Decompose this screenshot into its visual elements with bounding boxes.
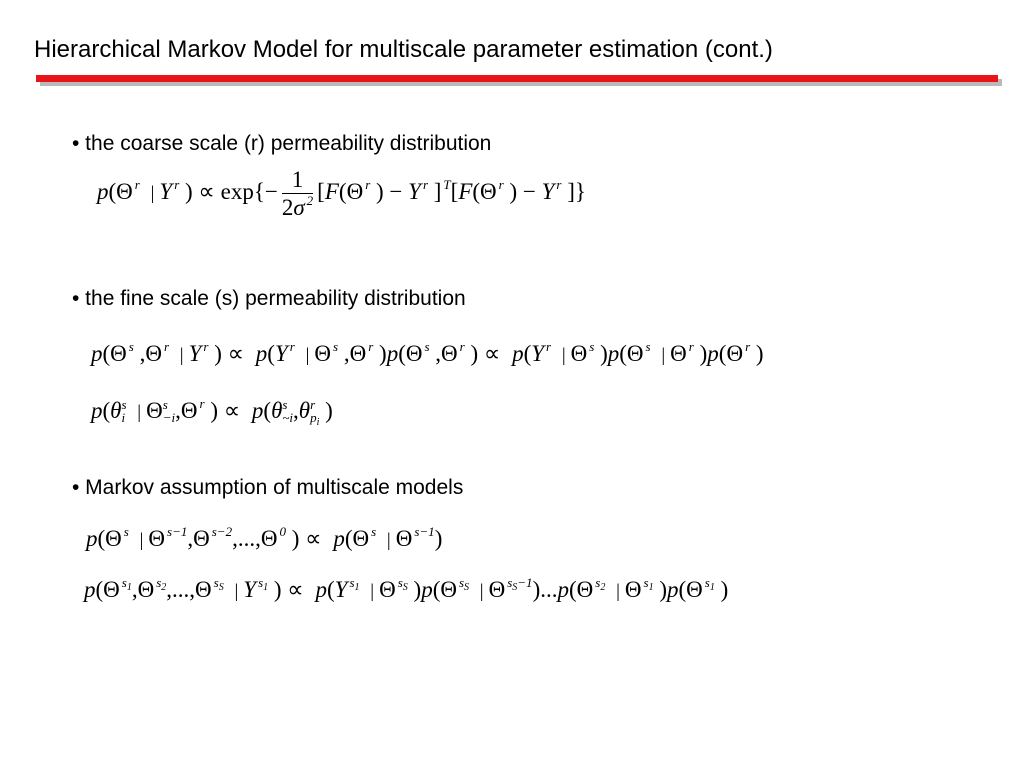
equation-multiscale-joint: p(Θ $^{s_1}$,Θ $^{s_2}$,...,Θ $^{s_S}$ | Y $^{s_1}$ ) ∝ p(Y $^{s_1}$ | Θ $^{s_S}$ )p(Θ $^{s_S}$ | Θ $^{s_S-1}$)...p(Θ $^{s_2}$ | Θ $^{s_1}$ )p(Θ $^{s_1}$ ) [84,575,729,602]
slide-title: Hierarchical Markov Model for multiscale parameter estimation (cont.) [34,36,773,63]
bullet-markov-assumption: • Markov assumption of multiscale models [72,476,464,499]
bullet-fine-scale: • the fine scale (s) permeability distribution [72,287,466,310]
equation-fine-conditional: p(θ s i | Θ s −i ,Θ $^r$ ) ∝ p(θ s ~i ,θ r $p_i$ ) [91,396,333,428]
equation-coarse-posterior: p(Θ $^r$ | Y $^r$ ) ∝ exp{− $\frac{1}{2\sigma ^2}$ [F(Θ $^r$ ) − Y $^r$ ] $^T$[F(Θ $^r$ ) − Y $^r$ ]} [97,167,586,220]
bullet-coarse-scale: • the coarse scale (r) permeability distribution [72,132,492,155]
title-rule [36,75,998,82]
equation-markov-assumption: p(Θ $^s$ | Θ $^{s-1}$,Θ $^{s-2}$,...,Θ $^0$ ) ∝ p(Θ $^s$ | Θ $^{s-1}$) [86,524,443,551]
equation-fine-posterior: p(Θ $^s$ ,Θ $^r$ | Y $^r$ ) ∝ p(Y $^r$ | Θ $^s$ ,Θ $^r$ )p(Θ $^s$ ,Θ $^r$ ) ∝ p(Y $^r$ | Θ $^s$ )p(Θ $^s$ | Θ $^r$ )p(Θ $^r$ ) [91,339,764,366]
